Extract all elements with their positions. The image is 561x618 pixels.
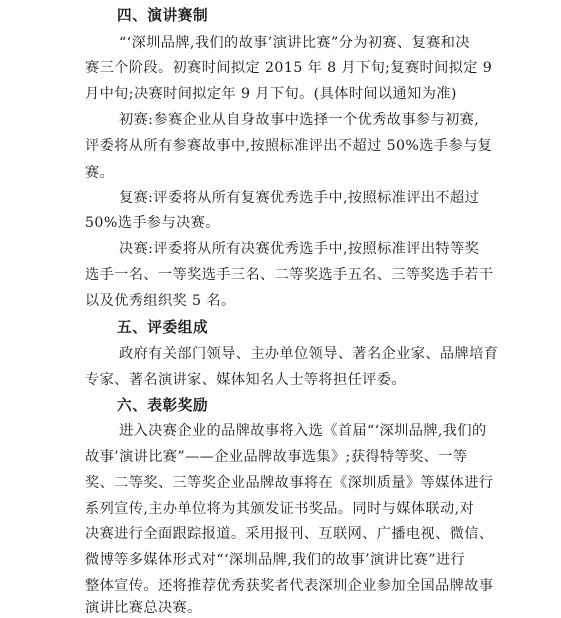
text-line: 故事’演讲比赛”——企业品牌故事选集》;获得特等奖、一等 [85, 449, 468, 465]
text-line: 决赛进行全面跟踪报道。采用报刊、互联网、广播电视、微信、 [85, 526, 494, 542]
text-line: 月中旬;决赛时间拟定年 9 月下旬。(具体时间以通知为准) [85, 86, 457, 102]
text-line: 以及优秀组织奖 5 名。 [85, 293, 236, 309]
section-heading: 五、评委组成 [117, 319, 209, 336]
text-line: 决赛:评委将从所有决赛优秀选手中,按照标准评出特等奖 [119, 241, 480, 257]
text-line: 初赛:参赛企业从自身故事中选择一个优秀故事参与初赛, [119, 112, 480, 128]
text-line: 评委将从所有参赛故事中,按照标准评出不超过 50%选手参与复 [85, 138, 493, 154]
text-line: “‘深圳品牌,我们的故事’演讲比赛”分为初赛、复赛和决 [119, 35, 470, 51]
text-line: 复赛:评委将从所有复赛优秀选手中,按照标准评出不超过 [119, 190, 480, 206]
text-line: 系列宣传,主办单位将为其颁发证书奖品。同时与媒体联动,对 [85, 501, 475, 517]
text-line: 50%选手参与决赛。 [85, 215, 220, 231]
section-heading: 四、演讲赛制 [117, 7, 209, 24]
text-line: 政府有关部门领导、主办单位领导、著名企业家、品牌培育 [119, 346, 499, 362]
text-line: 进入决赛企业的品牌故事将入选《首届“‘深圳品牌,我们的 [119, 423, 487, 439]
text-line: 赛三个阶段。初赛时间拟定 2015 年 8 月下旬;复赛时间拟定 9 [85, 60, 493, 76]
section-heading: 六、表彰奖励 [117, 397, 209, 414]
text-line: 赛。 [85, 165, 115, 181]
text-line: 选手一名、一等奖选手三名、二等奖选手五名、三等奖选手若干 [85, 267, 494, 283]
text-line: 奖、二等奖、三等奖企业品牌故事将在《深圳质量》等媒体进行 [85, 475, 494, 491]
text-line: 演讲比赛总决赛。 [85, 600, 202, 616]
text-line: 整体宣传。还将推荐优秀获奖者代表深圳企业参加全国品牌故事 [85, 578, 494, 594]
text-line: 专家、著名演讲家、媒体知名人士等将担任评委。 [85, 372, 406, 388]
text-line: 微博等多媒体形式对“‘深圳品牌,我们的故事’演讲比赛”进行 [85, 552, 466, 568]
